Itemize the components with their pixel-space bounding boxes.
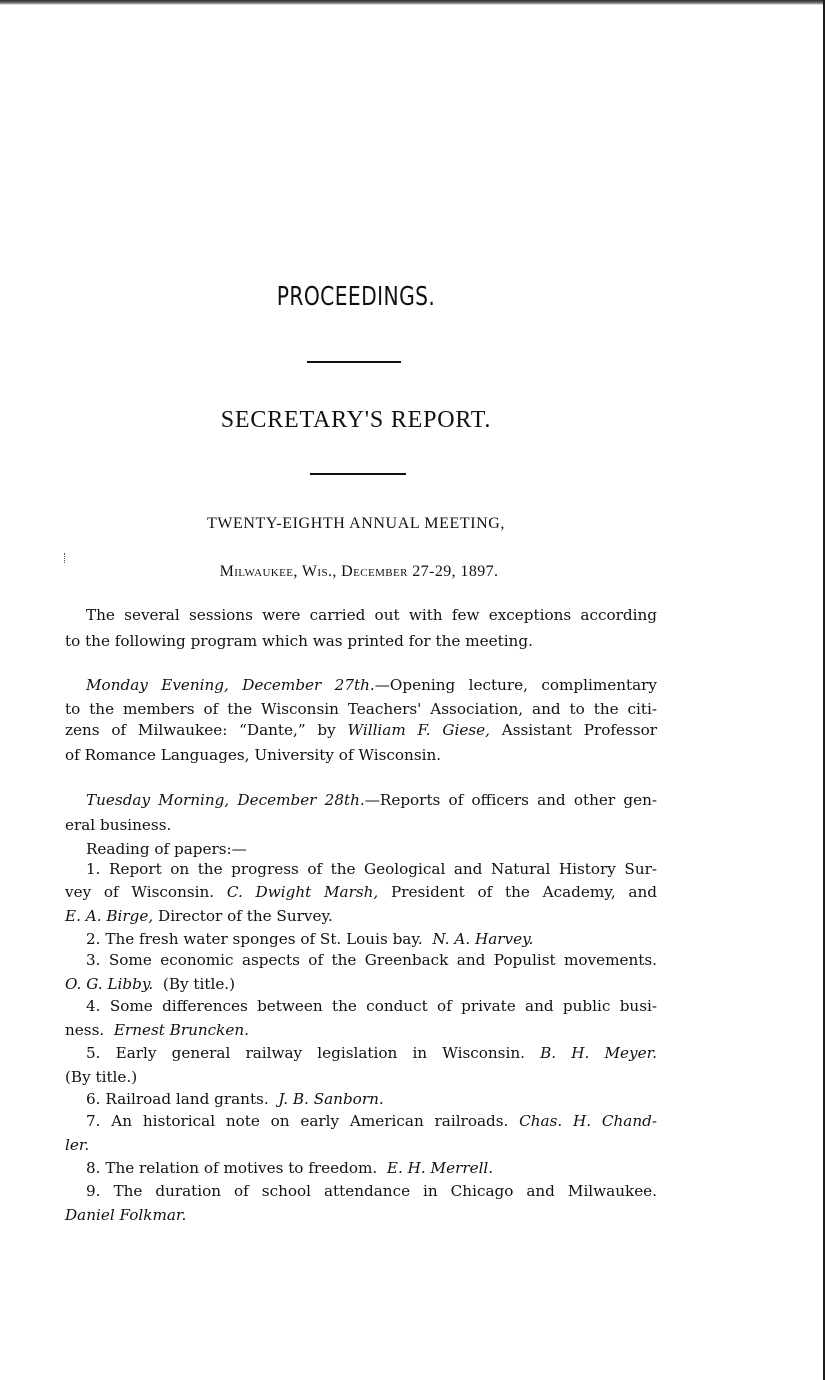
paper-3-line-1: 3. Some economic aspects of the Greenback and Populist movements.	[86, 951, 657, 969]
monday-line-2: to the members of the Wisconsin Teachers' Association, and to the citi-	[65, 700, 657, 718]
paper-9-line-1: 9. The duration of school attendance in Chicago and Milwaukee.	[86, 1182, 657, 1200]
intro-line-2: to the following program which was printed for the meeting.	[65, 632, 533, 650]
monday-line-3: zens of Milwaukee: “Dante,” by William F. Giese, Assistant Professor	[65, 721, 658, 739]
paper-8: 8. The relation of motives to freedom. E. H. Merrell.	[86, 1159, 494, 1177]
tuesday-line-1: Tuesday Morning, December 28th.—Reports of officers and other gen-	[86, 791, 657, 809]
paper-1-line-3: E. A. Birge, Director of the Survey.	[65, 907, 333, 925]
page-top-edge	[0, 0, 825, 5]
paper-7-line-1: 7. An historical note on early American railroads. Chas. H. Chand-	[86, 1112, 657, 1130]
report-title: SECRETARY'S REPORT.	[220, 407, 492, 433]
monday-heading: Monday Evening, December 27th.	[86, 676, 375, 694]
intro-line-1: The several sessions were carried out with few exceptions according	[86, 606, 657, 624]
paper-2: 2. The fresh water sponges of St. Louis bay. N. A. Harvey.	[86, 930, 534, 948]
page-title: PROCEEDINGS.	[276, 282, 436, 312]
papers-intro: Reading of papers:—	[86, 840, 247, 858]
tuesday-heading: Tuesday Morning, December 28th.	[86, 791, 365, 809]
margin-speck	[64, 553, 67, 563]
paper-5-line-1: 5. Early general railway legislation in Wisconsin. B. H. Meyer.	[86, 1044, 658, 1062]
tuesday-line-2: eral business.	[65, 816, 172, 834]
paper-6: 6. Railroad land grants. J. B. Sanborn.	[86, 1090, 384, 1108]
paper-9-line-2: Daniel Folkmar.	[65, 1206, 187, 1224]
paper-1-line-2: vey of Wisconsin. C. Dwight Marsh, President of the Academy, and	[65, 883, 657, 901]
paper-4-line-1: 4. Some differences between the conduct of private and public busi-	[86, 997, 657, 1015]
report-divider	[310, 473, 406, 475]
paper-1-line-1: 1. Report on the progress of the Geological and Natural History Sur-	[86, 860, 657, 878]
title-divider	[307, 361, 401, 363]
paper-7-line-2: ler.	[65, 1136, 90, 1154]
meeting-heading: TWENTY-EIGHTH ANNUAL MEETING,	[206, 515, 506, 532]
meeting-place-date: Milwaukee, Wis., December 27-29, 1897.	[219, 563, 499, 580]
paper-3-line-2: O. G. Libby. (By title.)	[65, 975, 236, 993]
paper-4-line-2: ness. Ernest Bruncken.	[65, 1021, 249, 1039]
monday-line-1: Monday Evening, December 27th.—Opening lecture, complimentary	[86, 676, 657, 694]
monday-line-4: of Romance Languages, University of Wisconsin.	[65, 746, 442, 764]
paper-5-line-2: (By title.)	[65, 1068, 138, 1086]
